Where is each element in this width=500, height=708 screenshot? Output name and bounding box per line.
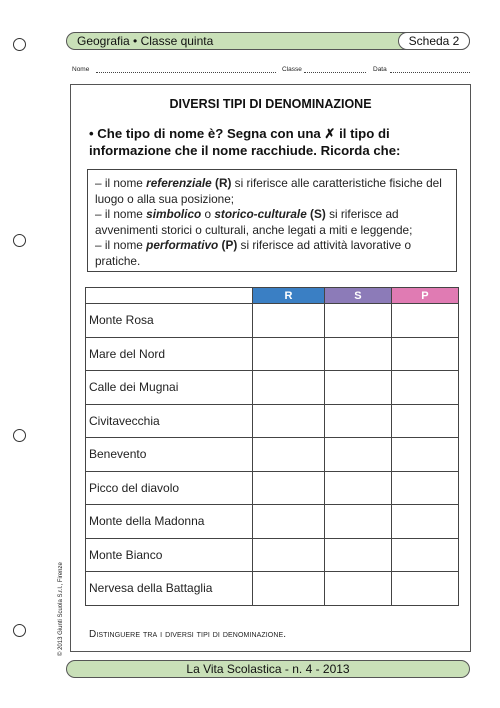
answer-cell-p[interactable]: [391, 438, 458, 472]
answer-cell-r[interactable]: [253, 538, 325, 572]
table-row: [86, 404, 459, 438]
answer-cell-r[interactable]: [253, 471, 325, 505]
place-name: Benevento: [86, 438, 253, 472]
answer-cell-r[interactable]: [253, 572, 325, 606]
rule-simbolico: – il nome simbolico o storico-culturale (S) si riferisce ad avvenimenti storici o culturali, anche legati a miti e leggende;: [95, 207, 413, 237]
table-row: [86, 438, 459, 472]
copyright-note: © 2013 Giunti Scuola S.r.l., Firenze: [58, 562, 64, 656]
exercise-instruction: • Che tipo di nome è? Segna con una ✗ il tipo di informazione che il nome racchiude. Ricorda che:: [89, 126, 401, 158]
table-row: [86, 471, 459, 505]
exercise-box: [70, 84, 471, 652]
answer-cell-p[interactable]: [391, 471, 458, 505]
answer-cell-p[interactable]: [391, 404, 458, 438]
exercise-title: DIVERSI TIPI DI DENOMINAZIONE: [169, 97, 372, 111]
answer-cell-s[interactable]: [324, 438, 391, 472]
table-row: [86, 371, 459, 405]
answer-cell-p[interactable]: [391, 371, 458, 405]
rule-performativo: – il nome performativo (P) si riferisce ad attività lavorative o pratiche.: [95, 238, 412, 268]
answer-cell-s[interactable]: [324, 572, 391, 606]
answer-cell-s[interactable]: [324, 304, 391, 338]
header-bar: [66, 32, 470, 50]
place-name: Civitavecchia: [86, 404, 253, 438]
place-name: Monte Bianco: [86, 538, 253, 572]
data-line[interactable]: [390, 72, 470, 73]
column-header-s: S: [324, 288, 391, 304]
place-name: Monte Rosa: [86, 304, 253, 338]
answer-cell-s[interactable]: [324, 404, 391, 438]
column-header-r: R: [253, 288, 325, 304]
subject-title: Geografia • Classe quinta: [77, 34, 214, 48]
table-header-row: [86, 288, 459, 304]
binder-hole-4: [13, 624, 26, 637]
answer-cell-p[interactable]: [391, 538, 458, 572]
classe-label: Classe: [282, 66, 302, 73]
answer-cell-s[interactable]: [324, 371, 391, 405]
data-label: Data: [373, 66, 387, 73]
answer-cell-r[interactable]: [253, 371, 325, 405]
table-row: [86, 538, 459, 572]
table-row: [86, 337, 459, 371]
answer-cell-s[interactable]: [324, 337, 391, 371]
answer-cell-r[interactable]: [253, 505, 325, 539]
table-row: [86, 572, 459, 606]
answer-cell-r[interactable]: [253, 438, 325, 472]
answer-cell-p[interactable]: [391, 304, 458, 338]
rules-box: [87, 169, 457, 272]
answer-cell-s[interactable]: [324, 538, 391, 572]
column-header-p: P: [391, 288, 458, 304]
answer-cell-s[interactable]: [324, 505, 391, 539]
place-name: Calle dei Mugnai: [86, 371, 253, 405]
answer-cell-r[interactable]: [253, 337, 325, 371]
binder-hole-1: [13, 38, 26, 51]
nome-line[interactable]: [96, 72, 276, 73]
footer-bar: La Vita Scolastica - n. 4 - 2013: [66, 660, 470, 678]
place-name: Nervesa della Battaglia: [86, 572, 253, 606]
table-row: [86, 304, 459, 338]
nome-label: Nome: [72, 66, 90, 73]
rule-referenziale: – il nome referenziale (R) si riferisce alle caratteristiche fisiche del luogo o alla sua posizione;: [95, 176, 442, 206]
header-empty: [86, 288, 253, 304]
answer-cell-p[interactable]: [391, 572, 458, 606]
answer-cell-s[interactable]: [324, 471, 391, 505]
classification-table: [85, 287, 459, 606]
place-name: Monte della Madonna: [86, 505, 253, 539]
answer-cell-p[interactable]: [391, 337, 458, 371]
answer-cell-p[interactable]: [391, 505, 458, 539]
binder-hole-3: [13, 429, 26, 442]
answer-cell-r[interactable]: [253, 404, 325, 438]
place-name: Mare del Nord: [86, 337, 253, 371]
answer-cell-r[interactable]: [253, 304, 325, 338]
classe-line[interactable]: [304, 72, 366, 73]
exercise-footnote: Distinguere tra i diversi tipi di denominazione.: [89, 629, 287, 640]
sheet-number: Scheda 2: [398, 32, 470, 50]
binder-hole-2: [13, 234, 26, 247]
place-name: Picco del diavolo: [86, 471, 253, 505]
table-row: [86, 505, 459, 539]
